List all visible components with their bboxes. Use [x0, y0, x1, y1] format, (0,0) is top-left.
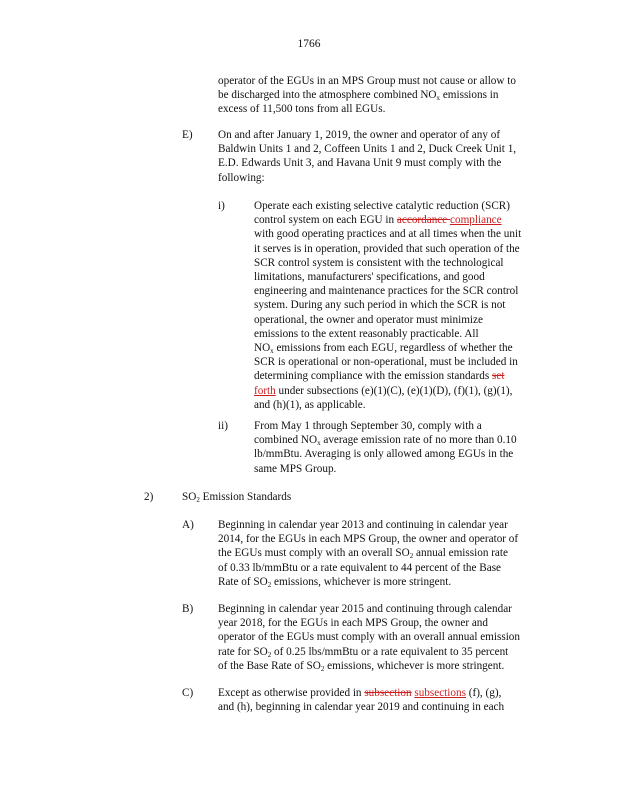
- deleted-text: subsection: [364, 687, 412, 699]
- paragraph-E: [218, 128, 578, 185]
- text-line: engineering and maintenance practices for the SCR control: [254, 285, 519, 298]
- text-line: and (h), beginning in calendar year 2019 and continuing in each: [218, 701, 505, 714]
- paragraph-C: [218, 686, 588, 714]
- text-line: be discharged into the atmosphere combined $NO_x$ emissions in: [218, 89, 499, 103]
- section-heading: $SO_2$ Emission Standards: [182, 491, 292, 504]
- text-line: year 2018, for the EGUs in each MPS Group, the owner and: [218, 617, 488, 630]
- text-line: following:: [218, 171, 265, 184]
- text-line: and (h)(1), as applicable.: [254, 398, 366, 411]
- paragraph-A: [218, 518, 588, 589]
- text-line: On and after January 1, 2019, the owner and operator of any of: [218, 129, 501, 141]
- paragraph-E-i: [254, 199, 584, 412]
- text-line: with good operating practices and at all times when the unit: [254, 228, 522, 241]
- text-line: excess of 11,500 tons from all EGUs.: [218, 103, 386, 116]
- text-line: same MPS Group.: [254, 462, 337, 475]
- text-line: Beginning in calendar year 2013 and continuing in calendar year: [218, 519, 508, 531]
- text-line: control system on each EGU in accordance compliance: [254, 214, 502, 227]
- text-line: system. During any such period in which the SCR is not: [254, 299, 506, 312]
- text-line: E.D. Edwards Unit 3, and Havana Unit 9 must comply with the: [218, 157, 502, 170]
- text-line: of the Base Rate of $SO_2$ emissions, whichever is more stringent.: [218, 659, 505, 673]
- inserted-text: forth: [254, 384, 276, 397]
- text-line: Except as otherwise provided in subsection subsections (f), (g),: [218, 687, 502, 699]
- text-line: Rate of $SO_2$ emissions, whichever is more stringent.: [218, 575, 452, 589]
- text-line: Operate each existing selective catalytic reduction (SCR): [254, 200, 510, 212]
- text-line: operator of the EGUs must comply with an overall annual emission: [218, 631, 520, 644]
- text-line: $NO_x$ emissions from each EGU, regardless of whether the: [254, 342, 513, 356]
- text-line: combined $NO_x$ average emission rate of no more than 0.10: [254, 434, 517, 448]
- text-line: of 0.33 lb/mmBtu or a rate equivalent to 44 percent of the Base: [218, 561, 502, 574]
- paragraph-E-ii: [254, 419, 584, 476]
- text-line: From May 1 through September 30, comply with a: [254, 420, 482, 432]
- text-line: SCR control system is consistent with the technological: [254, 256, 504, 269]
- text-line: determining compliance with the emission standards set: [254, 370, 505, 383]
- item-label-E: E): [182, 129, 193, 141]
- paragraph-B: [218, 602, 588, 673]
- text-line: the EGUs must comply with an overall $SO_2$ annual emission rate: [218, 547, 508, 561]
- text-line: limitations, manufacturers' specifications, and good: [254, 271, 485, 284]
- item-label-A: A): [182, 519, 194, 531]
- text-line: it serves is in operation, provided that such operation of the: [254, 242, 520, 255]
- text-line: rate for $SO_2$ of 0.25 lbs/mmBtu or a rate equivalent to 35 percent: [218, 645, 509, 659]
- text-line: operator of the EGUs in an MPS Group must not cause or allow to: [218, 75, 516, 87]
- deleted-text: set: [492, 370, 505, 383]
- section-label-2: 2): [144, 491, 154, 503]
- text-line: 2014, for the EGUs in each MPS Group, the owner and operator of: [218, 533, 519, 546]
- item-label-B: B): [182, 603, 194, 615]
- inserted-text: subsections: [414, 687, 466, 699]
- text-line: lb/mmBtu. Averaging is only allowed among EGUs in the: [254, 448, 514, 461]
- inserted-text: compliance: [450, 214, 502, 227]
- page-number: 1766: [297, 38, 321, 50]
- continuation-paragraph: [218, 74, 578, 117]
- text-line: emissions to the extent reasonably practicable. All: [254, 327, 479, 340]
- item-label-C: C): [182, 687, 194, 699]
- item-label-i: i): [218, 200, 225, 212]
- text-line: Beginning in calendar year 2015 and continuing through calendar: [218, 603, 512, 615]
- text-line: forth under subsections (e)(1)(C), (e)(1)(D), (f)(1), (g)(1),: [254, 384, 513, 397]
- text-line: operational, the owner and operator must minimize: [254, 313, 483, 326]
- item-label-ii: ii): [218, 420, 228, 432]
- text-line: SCR is operational or non-operational, must be included in: [254, 356, 518, 369]
- text-line: Baldwin Units 1 and 2, Coffeen Units 1 and 2, Duck Creek Unit 1,: [218, 143, 517, 156]
- deleted-text: accordance: [396, 214, 451, 227]
